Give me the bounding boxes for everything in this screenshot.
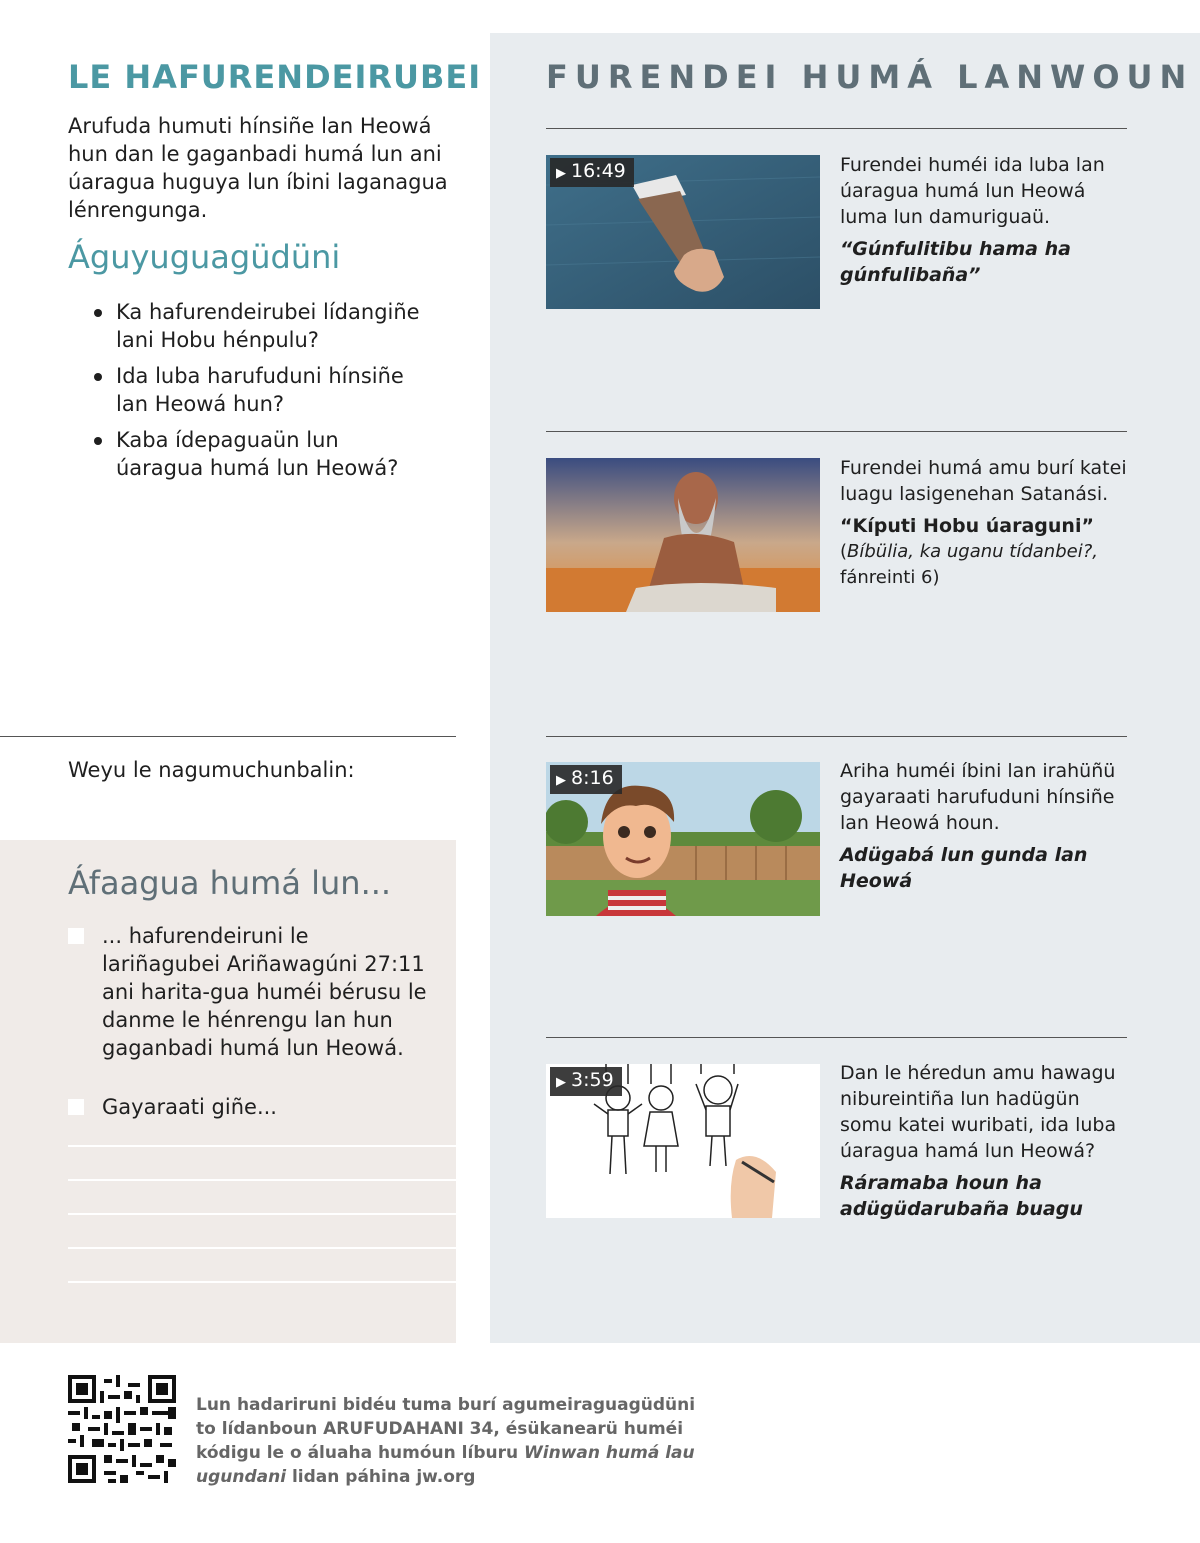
video-thumbnail[interactable] [546,762,820,916]
videos-title: FURENDEI HUMÁ LANWOUN [546,58,1194,96]
divider [546,431,1127,432]
review-questions [92,298,432,490]
job-sitting-image [546,458,820,612]
divider [546,128,1127,129]
video-info [840,758,1130,894]
video-info [840,1060,1130,1222]
writing-line [68,1145,456,1147]
questions-title: Águyuguagüdüni [68,238,341,276]
play-icon: ▶ [556,166,566,181]
question-item: Ida luba harufuduni hínsiñe lan Heowá hun? [92,362,432,418]
bullet-icon [94,309,102,317]
goal-text: Gayaraati giñe... [102,1095,277,1119]
video-description: Ariha huméi íbini lan irahüñü gayaraati harufuduni hínsiñe lan Heowá houn. [840,760,1116,834]
play-icon: ▶ [556,773,566,788]
play-icon: ▶ [556,1075,566,1090]
article-title[interactable]: “Kíputi Hobu úaraguni” [840,515,1094,537]
question-item: Ka hafurendeirubei lídangiñe lani Hobu hénpulu? [92,298,432,354]
writing-line [68,1281,456,1283]
divider [0,736,456,737]
article-description: Furendei humá amu burí katei luagu lasigenehan Satanási. [840,457,1127,505]
video-info [840,152,1130,288]
writing-line [68,1179,456,1181]
video-title[interactable]: Adügabá lun gunda lan Heowá [840,844,1088,892]
goal-item [68,922,428,1062]
bullet-icon [94,373,102,381]
video-description: Furendei huméi ida luba lan úaragua humá lun Heowá luma lun damuriguaü. [840,154,1105,228]
divider [546,736,1127,737]
video-thumbnail[interactable] [546,155,820,309]
goals-box [0,840,456,1343]
footer-note: Lun hadariruni bidéu tuma burí agumeiraguagüdüni to lídanboun ARUFUDAHANI 34, ésükanearü huméi kódigu le o áluaha humóun líburu Winwan humá lau ugundani lidan páhina jw.org [196,1395,696,1487]
goal-text: ... hafurendeiruni le lariñagubei Ariñawagúni 27:11 ani harita-gua huméi bérusu le danme le hénrengu lan hun gaganbadi humá lun Heowá. [102,924,427,1060]
qr-code-icon[interactable] [68,1375,176,1483]
intro-paragraph: Arufuda humuti hínsiñe lan Heowá hun dan le gaganbadi humá lun ani úaragua huguya lun íbini laganagua lénrengunga. [68,114,448,222]
goal-item [68,1093,428,1121]
video-thumbnail[interactable] [546,1064,820,1218]
article-thumbnail[interactable] [546,458,820,612]
video-duration: ▶ 8:16 [550,765,622,794]
goals-title: Áfaagua humá lun... [68,864,392,902]
video-duration: ▶ 3:59 [550,1067,622,1096]
article-info [840,455,1130,591]
article-source: (Bíbülia, ka uganu tídanbei?, fánreinti 6) [840,541,1098,588]
divider [546,1037,1127,1038]
section-title: LE HAFURENDEIRUBEI [68,58,482,96]
writing-line [68,1247,456,1249]
bullet-icon [94,437,102,445]
checkbox[interactable] [68,1099,84,1115]
writing-line [68,1213,456,1215]
checkbox[interactable] [68,928,84,944]
question-item: Kaba ídераguaün lun úaragua humá lun Heowá? [92,426,432,482]
note-label: Weyu le nagumuchunbalin: [68,758,355,782]
video-description: Dan le héredun amu hawagu nibureintiña lun hadügün somu katei wuribati, ida luba úaragua hamá lun Heowá? [840,1062,1117,1162]
video-title[interactable]: Ráramaba houn ha adügüdarubaña buagu [840,1172,1083,1220]
video-title[interactable]: “Gúnfulitibu hama ha gúnfulibaña” [840,238,1071,286]
video-duration: ▶ 16:49 [550,158,634,187]
